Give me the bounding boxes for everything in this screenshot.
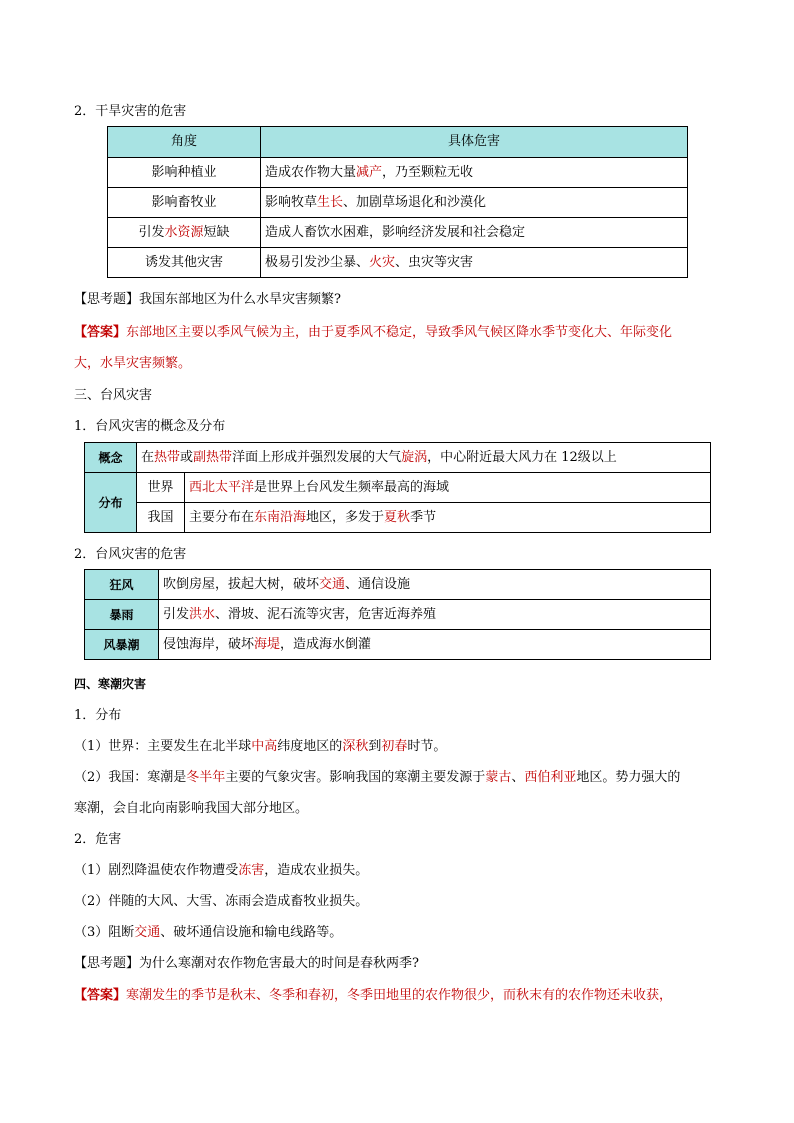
coldwave-sub1: 1．分布 bbox=[74, 708, 122, 723]
world-label: 世界 bbox=[137, 473, 185, 503]
table-row bbox=[85, 503, 711, 533]
coldwave-answer-line1: 【答案】寒潮发生的季节是秋末、冬季和春初，冬季田地里的农作物很少，而秋末有的农作物还未收获， bbox=[74, 988, 673, 1003]
drought-answer-line2: 大，水旱灾害频繁。 bbox=[74, 356, 192, 371]
drought-question: 【思考题】我国东部地区为什么水旱灾害频繁? bbox=[74, 292, 341, 307]
coldwave-world: （1）世界：主要发生在北半球中高纬度地区的深秋到初春时节。 bbox=[74, 739, 447, 754]
concept-label: 概念 bbox=[85, 443, 137, 473]
concept-cell: 在热带或副热带洋面上形成并强烈发展的大气旋涡，中心附近最大风力在 12级以上 bbox=[137, 443, 711, 473]
coldwave-section-title: 四、寒潮灾害 bbox=[74, 677, 147, 691]
aspect-cell: 诱发其他灾害 bbox=[108, 248, 261, 278]
typhoon-harm-table bbox=[84, 569, 711, 660]
china-cell: 主要分布在东南沿海地区，多发于夏秋季节 bbox=[185, 503, 711, 533]
typhoon-concept-table bbox=[84, 442, 711, 533]
table-row bbox=[85, 600, 711, 630]
coldwave-china-line1: （2）我国：寒潮是冬半年主要的气象灾害。影响我国的寒潮主要发源于蒙古、西伯利亚地区。势力强大的 bbox=[74, 770, 681, 785]
table-row bbox=[85, 473, 711, 503]
coldwave-harm3: （3）阻断交通、破坏通信设施和输电线路等。 bbox=[74, 925, 343, 940]
harm-label: 暴雨 bbox=[85, 600, 159, 630]
table-row bbox=[108, 158, 688, 188]
table-row bbox=[108, 248, 688, 278]
drought-answer-line1: 【答案】东部地区主要以季风气候为主，由于夏季风不稳定，导致季风气候区降水季节变化大、年际变化 bbox=[74, 325, 673, 340]
table-row bbox=[85, 630, 711, 660]
table-row bbox=[108, 218, 688, 248]
harm-text: 吹倒房屋，拔起大树，破坏交通、通信设施 bbox=[159, 570, 711, 600]
table-row bbox=[108, 188, 688, 218]
harm-cell: 影响牧草生长、加剧草场退化和沙漠化 bbox=[261, 188, 688, 218]
harm-label: 风暴潮 bbox=[85, 630, 159, 660]
coldwave-harm1: （1）剧烈降温使农作物遭受冻害，造成农业损失。 bbox=[74, 863, 369, 878]
header-harm: 具体危害 bbox=[261, 127, 688, 158]
china-label: 我国 bbox=[137, 503, 185, 533]
coldwave-harm2: （2）伴随的大风、大雪、冻雨会造成畜牧业损失。 bbox=[74, 894, 369, 909]
distribution-label: 分布 bbox=[85, 473, 137, 533]
coldwave-china-line2: 寒潮，会自北向南影响我国大部分地区。 bbox=[74, 801, 309, 816]
coldwave-question: 【思考题】为什么寒潮对农作物危害最大的时间是春秋两季? bbox=[74, 956, 419, 971]
world-cell: 西北太平洋是世界上台风发生频率最高的海域 bbox=[185, 473, 711, 503]
aspect-cell: 引发水资源短缺 bbox=[108, 218, 261, 248]
typhoon-sub2: 2．台风灾害的危害 bbox=[74, 547, 187, 562]
harm-cell: 造成农作物大量减产，乃至颗粒无收 bbox=[261, 158, 688, 188]
table-row bbox=[85, 570, 711, 600]
aspect-cell: 影响畜牧业 bbox=[108, 188, 261, 218]
harm-text: 引发洪水、滑坡、泥石流等灾害，危害近海养殖 bbox=[159, 600, 711, 630]
typhoon-sub1: 1．台风灾害的概念及分布 bbox=[74, 419, 226, 434]
drought-table bbox=[107, 126, 688, 278]
harm-label: 狂风 bbox=[85, 570, 159, 600]
table-row bbox=[85, 443, 711, 473]
harm-cell: 造成人畜饮水困难，影响经济发展和社会稳定 bbox=[261, 218, 688, 248]
harm-cell: 极易引发沙尘暴、火灾、虫灾等灾害 bbox=[261, 248, 688, 278]
coldwave-sub2: 2．危害 bbox=[74, 832, 122, 847]
typhoon-section-title: 三、台风灾害 bbox=[74, 388, 153, 403]
harm-text: 侵蚀海岸，破坏海堤，造成海水倒灌 bbox=[159, 630, 711, 660]
header-aspect: 角度 bbox=[108, 127, 261, 158]
aspect-cell: 影响种植业 bbox=[108, 158, 261, 188]
drought-heading: 2．干旱灾害的危害 bbox=[74, 104, 187, 119]
